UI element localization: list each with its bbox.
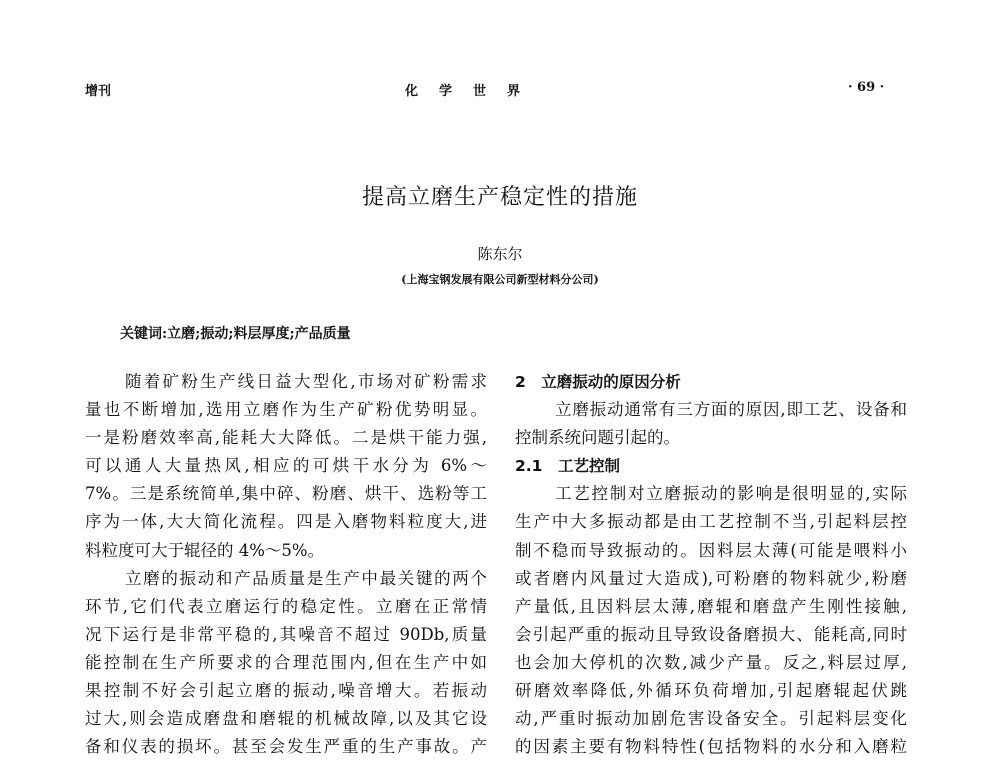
text-line: 制不稳而导致振动的。因料层太薄(可能是喂料小: [515, 540, 907, 560]
text-line: 能控制在生产所要求的合理范围内,但在生产中如: [85, 652, 487, 672]
text-line: 立磨的振动和产品质量是生产中最关键的两个: [125, 568, 487, 588]
section-heading: 2.1 工艺控制: [515, 457, 620, 476]
text-line: 备和仪表的损坏。甚至会发生严重的生产事故。产: [85, 737, 487, 757]
text-line: 控制系统问题引起的。: [515, 428, 680, 448]
text-line: 量也不断增加,选用立磨作为生产矿粉优势明显。: [85, 400, 487, 420]
text-line: 过大,则会造成磨盘和磨辊的机械故障,以及其它设: [85, 709, 487, 729]
text-line: 也会加大停机的次数,减少产量。反之,料层过厚,: [515, 652, 907, 672]
text-line: 料粒度可大于辊径的 4%～5%。: [85, 540, 325, 560]
journal-name: 化 学 世 界: [405, 84, 525, 99]
text-line: 研磨效率降低,外循环负荷增加,引起磨辊起伏跳: [515, 681, 907, 701]
text-line: 况下运行是非常平稳的,其噪音不超过 90Db,质量: [85, 624, 487, 644]
text-line: 产量低,且因料层太薄,磨辊和磨盘产生刚性接触,: [515, 596, 907, 616]
text-line: 动,严重时振动加剧危害设备安全。引起料层变化: [515, 709, 907, 729]
text-line: 可以通人大量热风,相应的可烘干水分为 6%～: [85, 456, 487, 476]
keywords: 关键词:立磨;振动;料层厚度;产品质量: [120, 326, 351, 342]
text-line: 一是粉磨效率高,能耗大大降低。二是烘干能力强,: [85, 428, 487, 448]
text-line: 7%。三是系统简单,集中碎、粉磨、烘干、选粉等工: [85, 484, 487, 504]
author: 陈东尔: [477, 245, 523, 263]
left-column: [85, 368, 487, 761]
page-number: · 69 ·: [848, 80, 885, 95]
text-line: 会引起严重的振动且导致设备磨损大、能耗高,同时: [515, 624, 907, 644]
text-line: 序为一体,大大简化流程。四是入磨物料粒度大,进: [85, 512, 487, 532]
text-line: 随着矿粉生产线日益大型化,市场对矿粉需求: [125, 372, 487, 391]
section-heading: 2 立磨振动的原因分析: [515, 373, 681, 391]
text-line: 工艺控制对立磨振动的影响是很明显的,实际: [555, 484, 907, 504]
article-title: 提高立磨生产稳定性的措施: [361, 185, 638, 210]
text-line: 立磨振动通常有三方面的原因,即工艺、设备和: [555, 400, 907, 420]
right-column: [515, 368, 907, 761]
text-line: 生产中大多振动都是由工艺控制不当,引起料层控: [515, 512, 907, 532]
text-line: 或者磨内风量过大造成),可粉磨的物料就少,粉磨: [515, 568, 907, 588]
affiliation: (上海宝钢发展有限公司新型材料分公司): [401, 273, 599, 286]
text-line: 果控制不好会引起立磨的振动,噪音增大。若振动: [85, 681, 487, 701]
text-line: 的因素主要有物料特性(包括物料的水分和入磨粒: [515, 737, 907, 757]
journal-issue-label: 增刊: [85, 84, 112, 99]
text-line: 环节,它们代表立磨运行的稳定性。立磨在正常情: [85, 596, 487, 616]
